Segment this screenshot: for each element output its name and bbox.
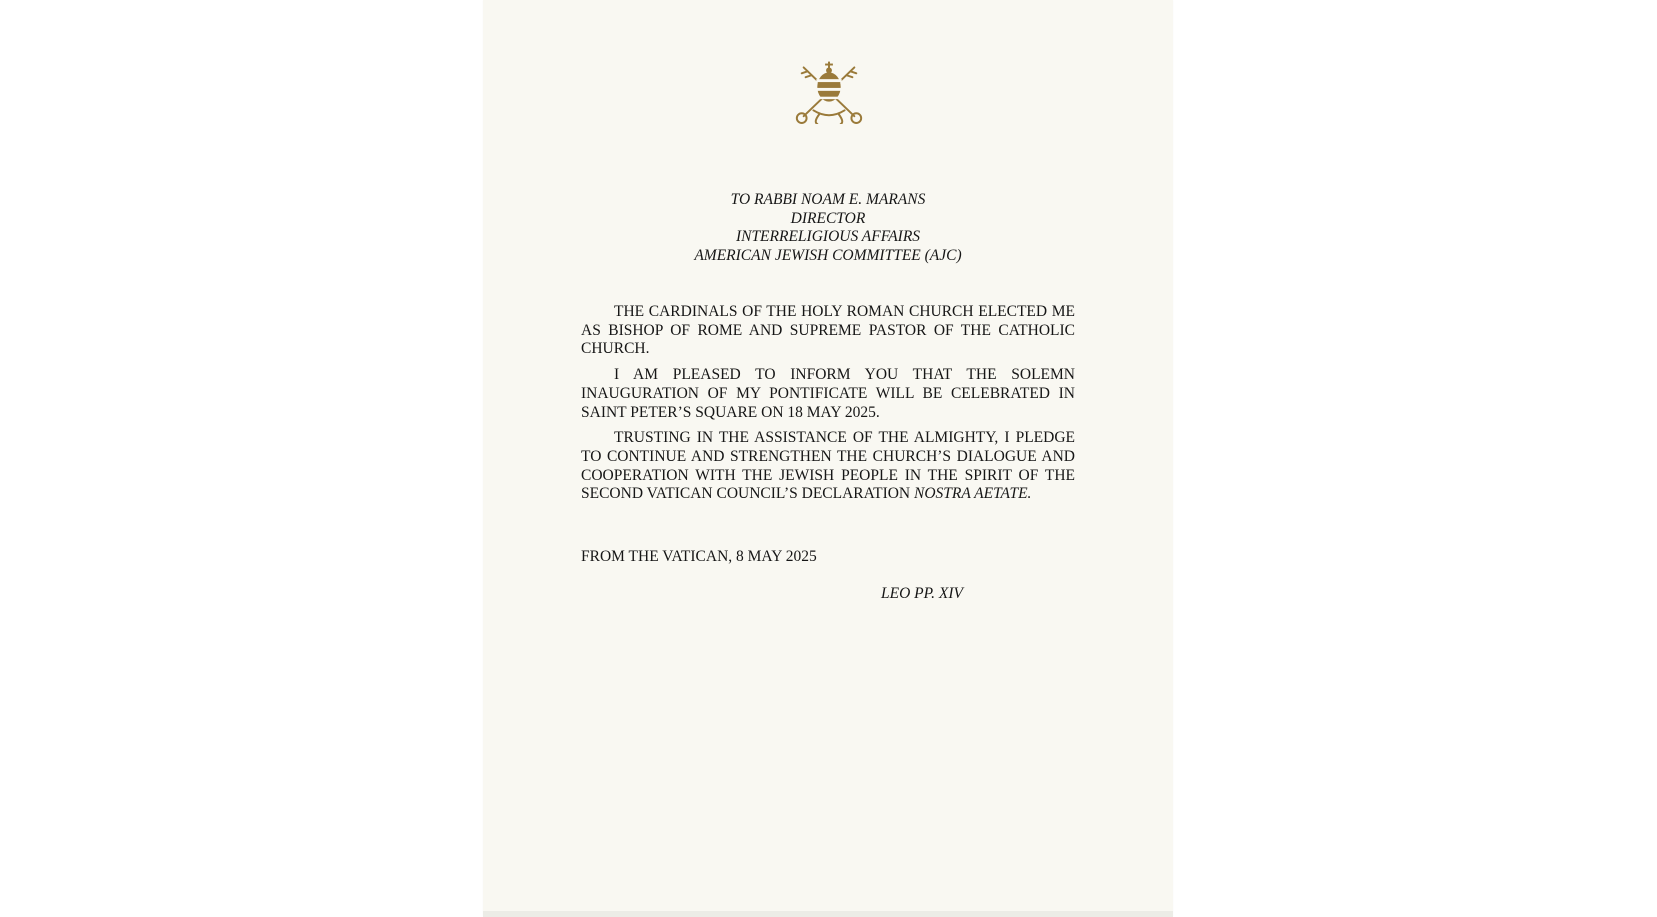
addressee-block xyxy=(483,191,1173,266)
letter-page xyxy=(483,0,1173,917)
paragraph-dialogue xyxy=(581,429,1075,504)
letter-body xyxy=(581,303,1075,511)
signature: LEO PP. XIV xyxy=(881,585,963,602)
addressee-name: TO RABBI NOAM E. MARANS xyxy=(730,191,926,208)
paragraph-inauguration: I AM PLEASED TO INFORM YOU THAT THE SOLEMN INAUGURATION OF MY PONTIFICATE WILL BE CELEBRATED IN SAINT PETER’S SQUARE ON 18 MAY 2025. xyxy=(581,366,1075,421)
page-edge-divider xyxy=(483,911,1173,917)
addressee-department: INTERRELIGIOUS AFFAIRS xyxy=(735,228,921,246)
addressee-organization: AMERICAN JEWISH COMMITTEE (AJC) xyxy=(694,247,962,265)
papal-coat-of-arms-icon xyxy=(789,46,869,124)
dateline: FROM THE VATICAN, 8 MAY 2025 xyxy=(581,548,817,565)
addressee-title: DIRECTOR xyxy=(790,209,866,227)
paragraph-election: THE CARDINALS OF THE HOLY ROMAN CHURCH ELECTED ME AS BISHOP OF ROME AND SUPREME PASTOR OF THE CATHOLIC CHURCH. xyxy=(581,303,1075,358)
nostra-aetate-title: NOSTRA AETATE. xyxy=(914,485,1032,503)
paragraph-dialogue-text: TRUSTING IN THE ASSISTANCE OF THE ALMIGHTY, I PLEDGE TO CONTINUE AND STRENGTHEN THE CHURCH’S DIALOGUE AND COOPERATION WITH THE JEWISH PEOPLE IN THE SPIRIT OF THE SECOND VATICAN COUNCIL’S DECLARATION xyxy=(581,429,1075,503)
